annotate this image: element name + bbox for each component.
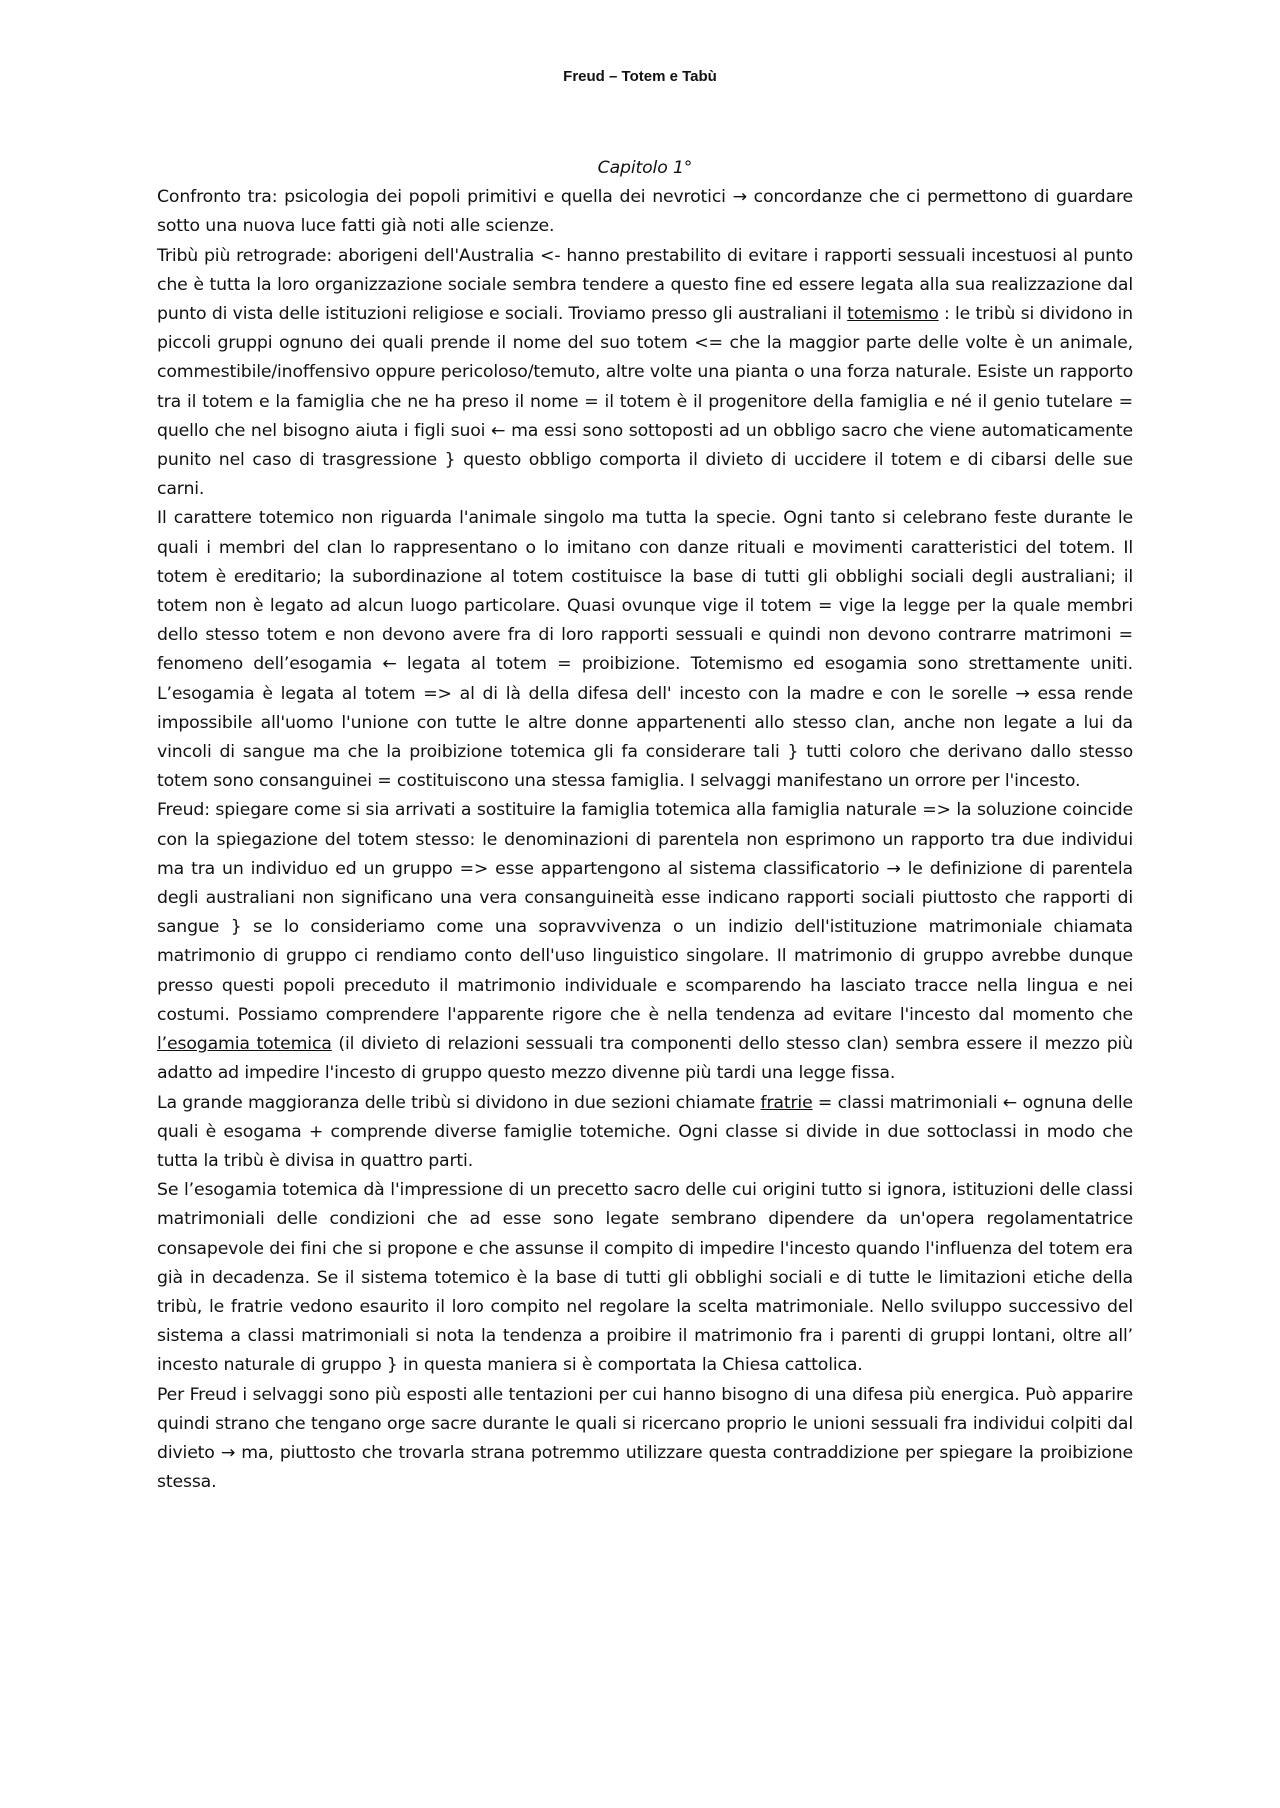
paragraph-4-text-after: (il divieto di relazioni sessuali tra componenti dello stesso clan) sembra essere il mezzo più adatto ad impedire l'incesto di gruppo questo mezzo divenne più tardi una legge fissa. (157, 1034, 1133, 1084)
paragraph-5-text-before: La grande maggioranza delle tribù si dividono in due sezioni chiamate (157, 1092, 761, 1113)
paragraph-6: Se l’esogamia totemica dà l'impressione di un precetto sacro delle cui origini tutto si ignora, istituzioni delle classi matrimoniali delle condizioni che ad esse sono legate sembrano dipendere da un'opera regolamentatrice consapevole dei fini che si propone e che assunse il compito di impedire l'incesto quando l'influenza del totem era già in decadenza. Se il sistema totemico è la base di tutti gli obblighi sociali e di tutte le limitazioni etiche della tribù, le fratrie vedono esaurito il loro compito nel regolare la scelta matrimoniale. Nello sviluppo successivo del sistema a classi matrimoniali si nota la tendenza a proibire il matrimonio fra i parenti di gruppi lontani, oltre all’ incesto naturale di gruppo } in questa maniera si è comportata la Chiesa cattolica. (157, 1180, 1133, 1376)
paragraph-7: Per Freud i selvaggi sono più esposti alle tentazioni per cui hanno bisogno di una difesa più energica. Può apparire quindi strano che tengano orge sacre durante le quali si ricercano proprio le unioni sessuali fra individui colpiti dal divieto → ma, piuttosto che trovarla strana potremmo utilizzare questa contraddizione per spiegare la proibizione stessa. (157, 1384, 1133, 1493)
paragraph-2 (157, 242, 1133, 505)
paragraph-1: Confronto tra: psicologia dei popoli primitivi e quella dei nevrotici → concordanze che ci permettono di guardare sotto una nuova luce fatti già noti alle scienze. (157, 187, 1133, 237)
paragraph-4-text-before: Freud: spiegare come si sia arrivati a sostituire la famiglia totemica alla famiglia naturale => la soluzione coincide con la spiegazione del totem stesso: le denominazioni di parentela non esprimono un rapporto tra due individui ma tra un individuo ed un gruppo => esse appartengono al sistema classificatorio → le definizione di parentela degli australiani non significano una vera consanguineità esse indicano rapporti sociali piuttosto che rapporti di sangue } se lo consideriamo come una sopravvivenza o un indizio dell'istituzione matrimoniale chiamata matrimonio di gruppo ci rendiamo conto dell'uso linguistico singolare. Il matrimonio di gruppo avrebbe dunque presso questi popoli preceduto il matrimonio individuale e scomparendo ha lasciato tracce nella lingua e nei costumi. Possiamo comprendere l'apparente rigore che è nella tendenza ad evitare l'incesto dal momento che (157, 800, 1133, 1025)
paragraph-4 (157, 796, 1133, 1088)
page-header: Freud – Totem e Tabù (563, 68, 717, 85)
paragraph-5 (157, 1089, 1133, 1177)
term-esogamia-totemica: l’esogamia totemica (157, 1034, 332, 1055)
document-body (157, 154, 1133, 1497)
chapter-title: Capitolo 1° (597, 158, 693, 178)
paragraph-5-text-after: = classi matrimoniali ← ognuna delle quali è esogama + comprende diverse famiglie totemiche. Ogni classe si divide in due sottoclassi in modo che tutta la tribù è divisa in quattro parti. (157, 1092, 1134, 1171)
paragraph-2-text-after: : le tribù si dividono in piccoli gruppi ognuno dei quali prende il nome del suo totem <= che la maggior parte delle volte è un animale, commestibile/inoffensivo oppure pericoloso/temuto, altre volte una pianta o una forza naturale. Esiste un rapporto tra il totem e la famiglia che ne ha preso il nome = il totem è il progenitore della famiglia e né il genio tutelare = quello che nel bisogno aiuta i figli suoi ← ma essi sono sottoposti ad un obbligo sacro che viene automaticamente punito nel caso di trasgressione } questo obbligo comporta il divieto di uccidere il totem e di cibarsi delle sue carni. (157, 304, 1133, 500)
term-totemismo: totemismo (847, 304, 939, 325)
paragraph-2-text-before: Tribù più retrograde: aborigeni dell'Australia <- hanno prestabilito di evitare i rapporti sessuali incestuosi al punto che è tutta la loro organizzazione sociale sembra tendere a questo fine ed essere legata alla sua realizzazione dal punto di vista delle istituzioni religiose e sociali. Troviamo presso gli australiani il (157, 245, 1133, 325)
term-fratrie: fratrie (760, 1092, 813, 1113)
paragraph-3: Il carattere totemico non riguarda l'animale singolo ma tutta la specie. Ogni tanto si celebrano feste durante le quali i membri del clan lo rappresentano o lo imitano con danze rituali e movimenti caratteristici del totem. Il totem è ereditario; la subordinazione al totem costituisce la base di tutti gli obblighi sociali degli australiani; il totem non è legato ad alcun luogo particolare. Quasi ovunque vige il totem = vige la legge per la quale membri dello stesso totem e non devono avere fra di loro rapporti sessuali e quindi non devono contrarre matrimoni = fenomeno dell’esogamia ← legata al totem = proibizione. Totemismo ed esogamia sono strettamente uniti. L’esogamia è legata al totem => al di là della difesa dell' incesto con la madre e con le sorelle → essa rende impossibile all'uomo l'unione con tutte le altre donne appartenenti allo stesso clan, anche non legate a lui da vincoli di sangue ma che la proibizione totemica gli fa considerare tali } tutti coloro che derivano dallo stesso totem sono consanguinei = costituiscono una stessa famiglia. I selvaggi manifestano un orrore per l'incesto. (157, 508, 1133, 792)
